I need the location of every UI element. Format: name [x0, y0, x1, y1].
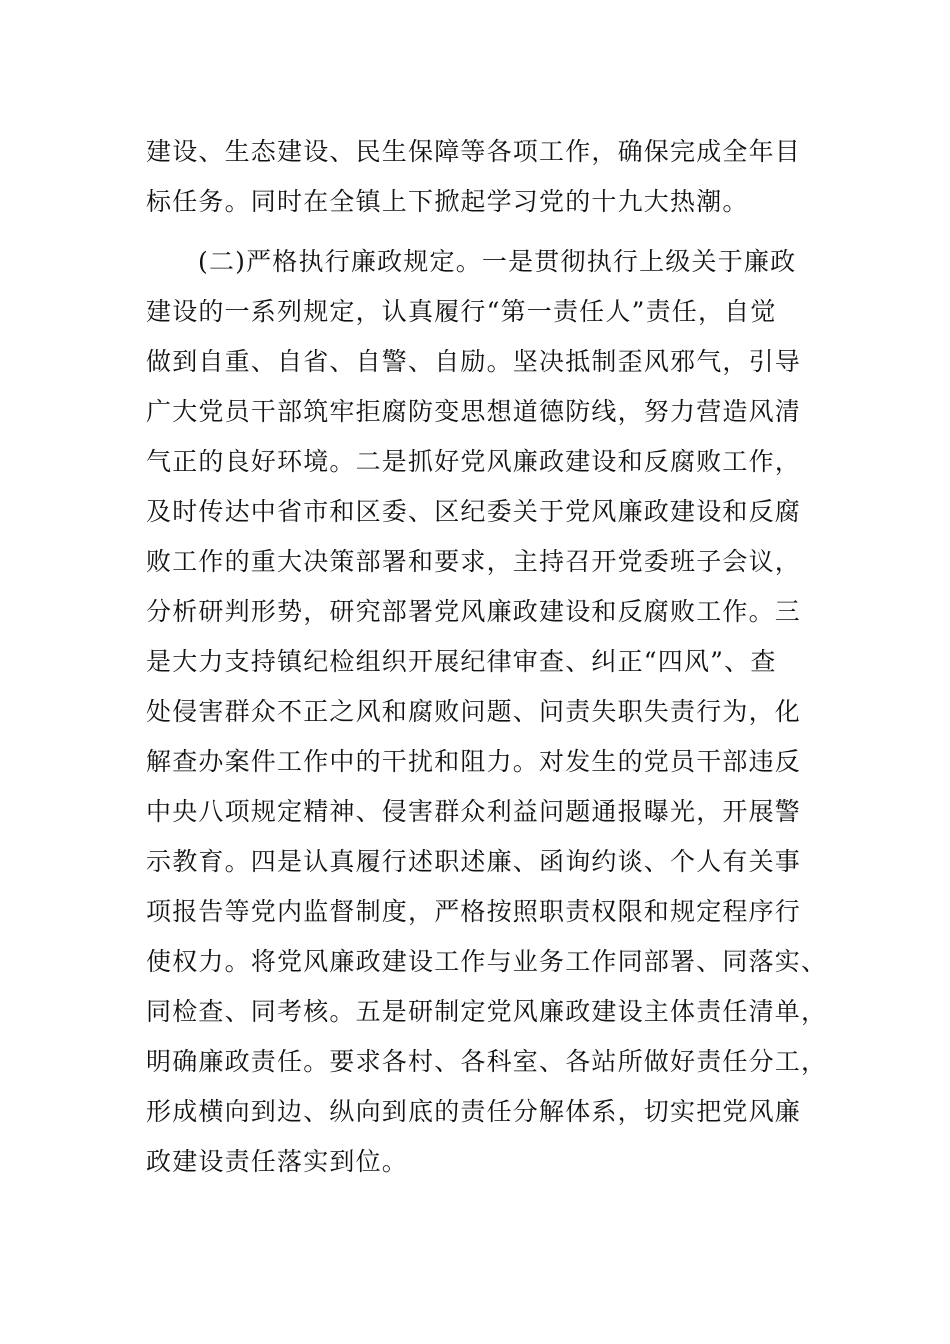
text-line: 中央八项规定精神、侵害群众利益问题通报曝光，开展警 — [146, 797, 802, 826]
text-line: 败工作的重大决策部署和要求，主持召开党委班子会议， — [146, 547, 802, 576]
text-line: 形成横向到边、纵向到底的责任分解体系，切实把党风廉 — [146, 1097, 802, 1126]
text-line: 做到自重、自省、自警、自励。坚决抵制歪风邪气，引导 — [146, 347, 802, 376]
text-line: 示教育。四是认真履行述职述廉、函询约谈、个人有关事 — [146, 847, 802, 876]
text-line: 项报告等党内监督制度，严格按照职责权限和规定程序行 — [146, 897, 802, 926]
text-line: 是大力支持镇纪检组织开展纪律审查、纠正“四风”、查 — [146, 647, 777, 676]
text-line: 处侵害群众不正之风和腐败问题、问责失职失责行为，化 — [146, 697, 802, 726]
text-line: 及时传达中省市和区委、区纪委关于党风廉政建设和反腐 — [146, 497, 802, 526]
text-line: 广大党员干部筑牢拒腐防变思想道德防线，努力营造风清 — [146, 397, 802, 426]
text-line: 建设的一系列规定，认真履行“第一责任人”责任，自觉 — [146, 297, 777, 326]
text-line: 同检查、同考核。五是研制定党风廉政建设主体责任清单， — [146, 997, 828, 1026]
text-line: 标任务。同时在全镇上下掀起学习党的十九大热潮。 — [146, 187, 749, 216]
text-line: 明确廉政责任。要求各村、各科室、各站所做好责任分工， — [146, 1047, 828, 1076]
text-line: 分析研判形势，研究部署党风廉政建设和反腐败工作。三 — [146, 597, 802, 626]
text-line: 使权力。将党风廉政建设工作与业务工作同部署、同落实、 — [146, 947, 828, 976]
text-line: 建设、生态建设、民生保障等各项工作，确保完成全年目 — [146, 137, 802, 166]
text-line: 政建设责任落实到位。 — [146, 1147, 409, 1176]
section-heading-line: (二)严格执行廉政规定。一是贯彻执行上级关于廉政 — [198, 247, 797, 276]
text-line: 气正的良好环境。二是抓好党风廉政建设和反腐败工作， — [146, 447, 802, 476]
text-line: 解查办案件工作中的干扰和阻力。对发生的党员干部违反 — [146, 747, 802, 776]
